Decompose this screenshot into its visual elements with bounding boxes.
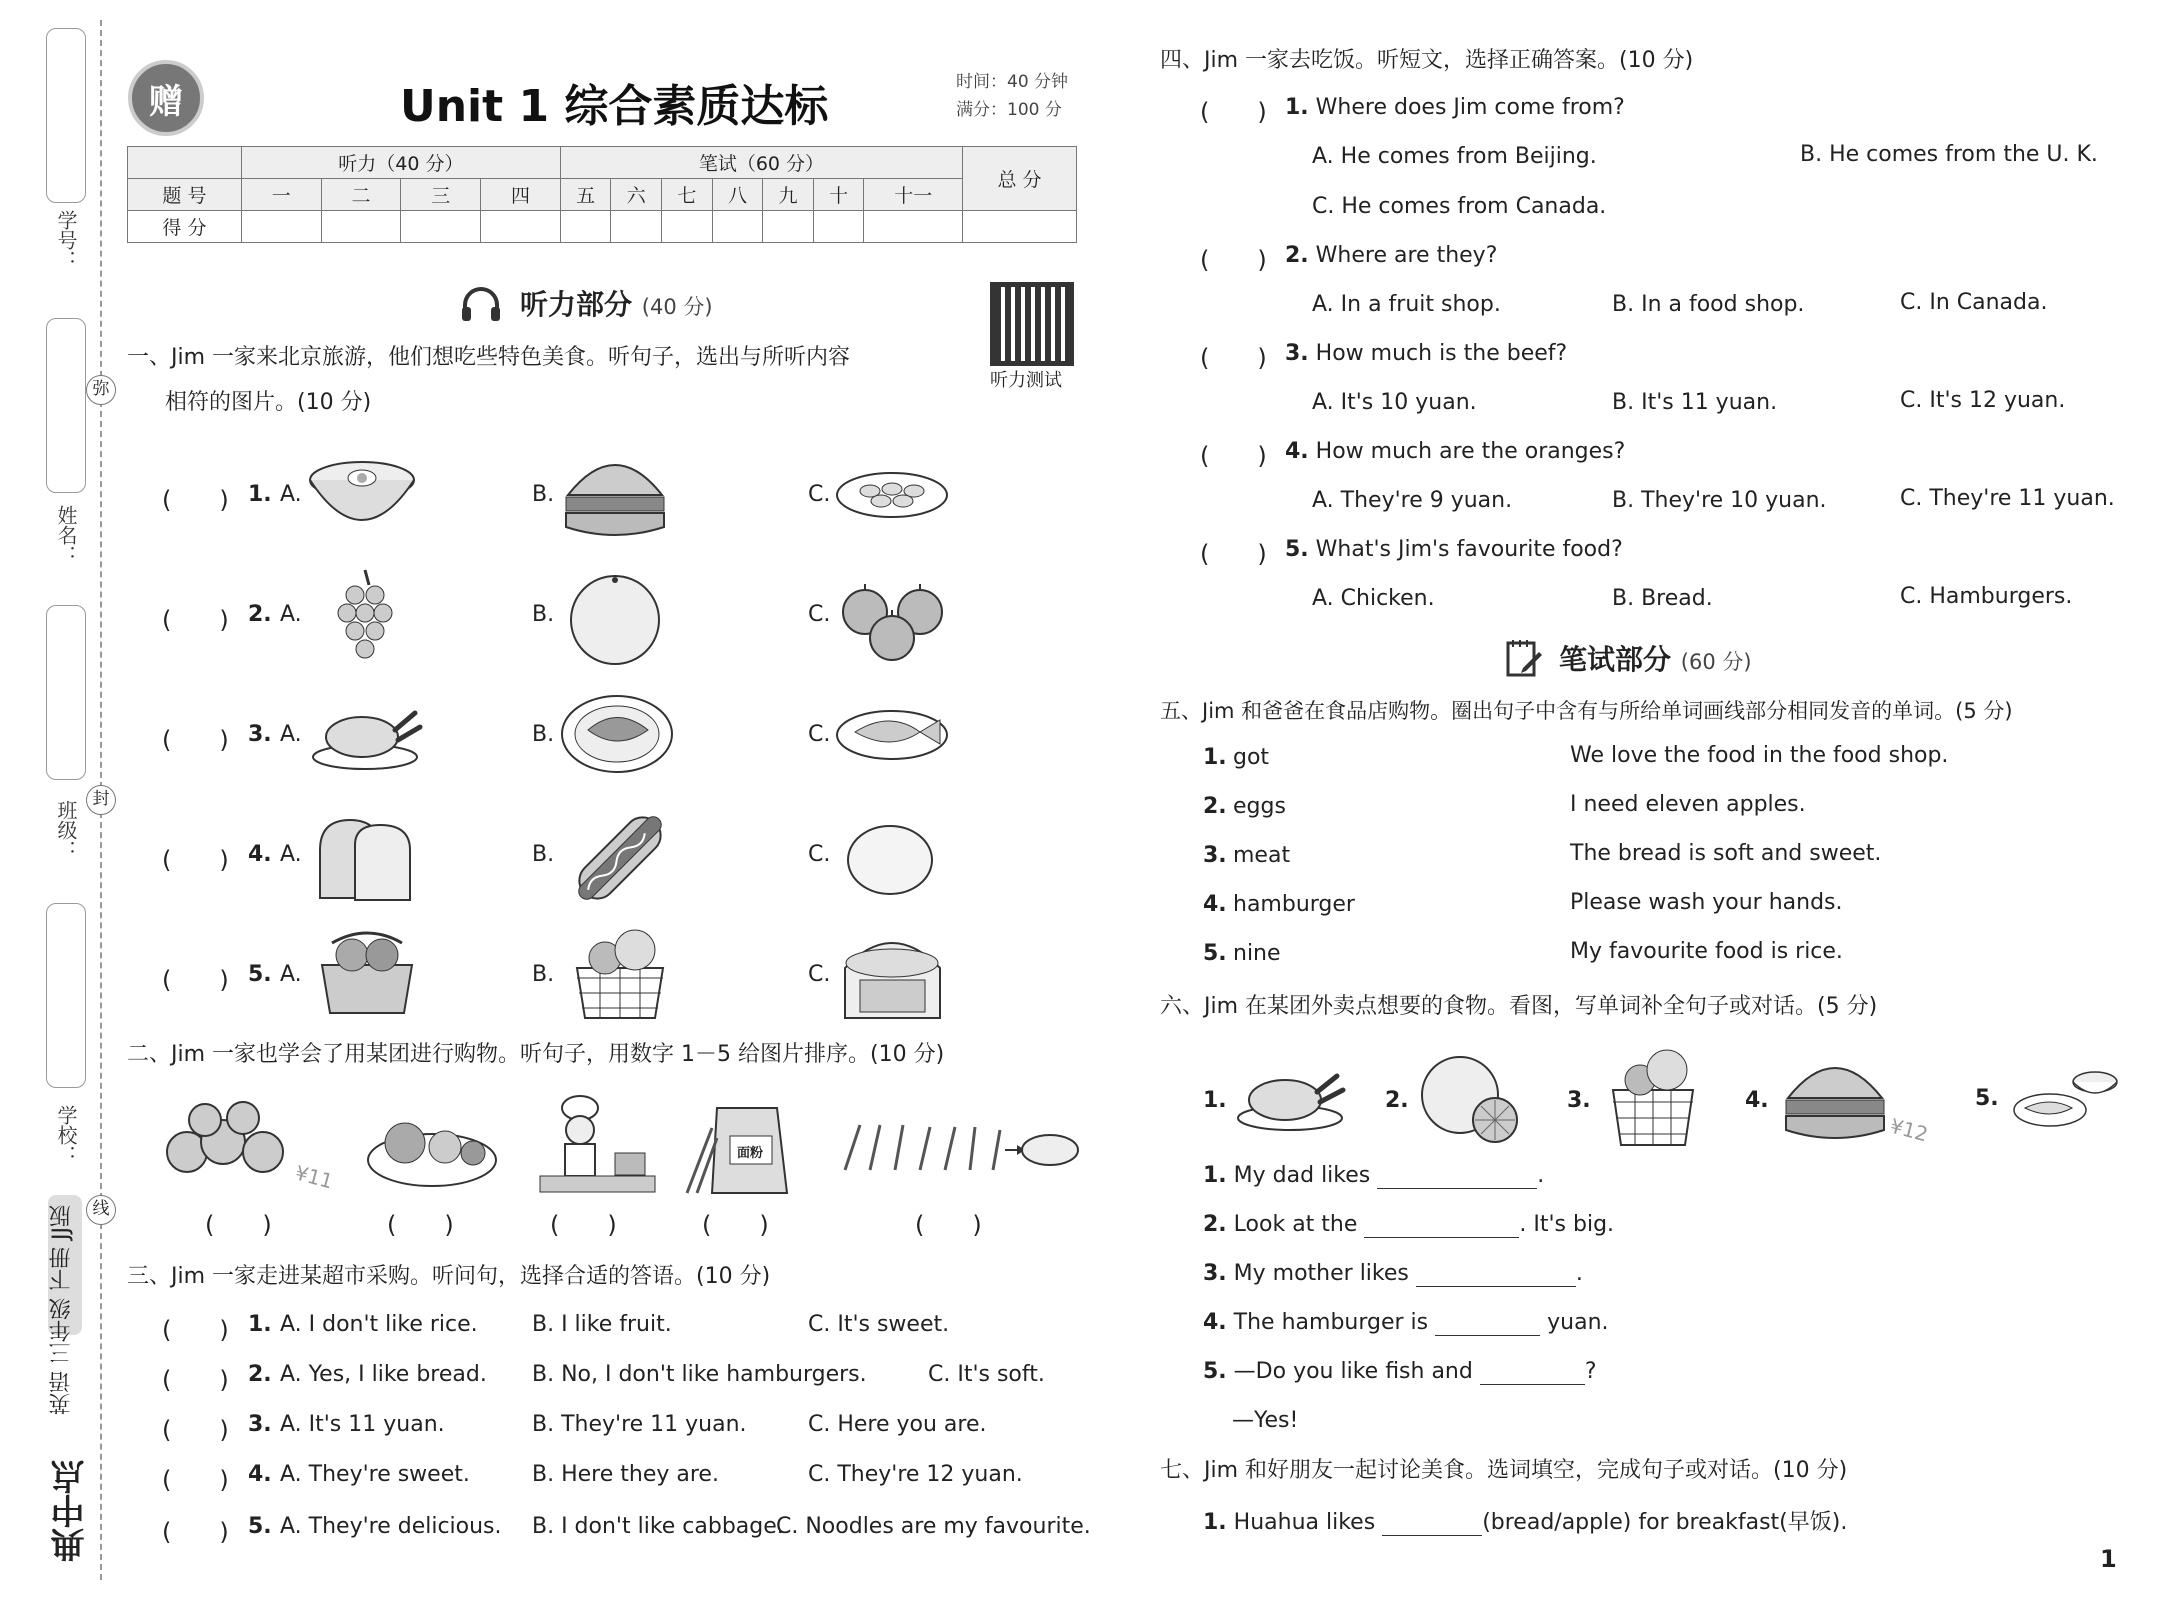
grapes-icon[interactable] [325, 565, 405, 670]
section-3-instruction: 三、Jim 一家走进某超市采购。听问句，选择合适的答语。(10 分) [127, 1264, 771, 1289]
line-end: . [1537, 1163, 1545, 1188]
price-tag: ¥12 [1887, 1113, 1931, 1147]
name-box[interactable] [46, 318, 86, 493]
score-cell[interactable] [763, 211, 814, 243]
school-label: 学校： [54, 1105, 78, 1165]
noodle-bowl-icon[interactable] [305, 450, 420, 545]
total-header: 总 分 [963, 147, 1077, 211]
page-number: 1 [2100, 1545, 2117, 1573]
orange-icon[interactable] [565, 568, 665, 668]
item-number: 4. [1203, 892, 1227, 917]
question-text [1285, 95, 1625, 120]
bread-loaf-icon[interactable] [310, 810, 420, 905]
item-number: 2. [1285, 243, 1309, 268]
option-a: A. [280, 842, 302, 867]
answer-bracket[interactable]: ( ) [162, 486, 229, 514]
col-header: 一 [241, 179, 321, 211]
line-end: . [1575, 1261, 1583, 1286]
answer-bracket[interactable]: ( ) [162, 1316, 229, 1344]
item-number: 4. [248, 842, 272, 867]
option-c: C. It's 12 yuan. [1900, 388, 2066, 413]
score-cell[interactable] [481, 211, 561, 243]
orange-halves-icon [1415, 1050, 1525, 1145]
order-bracket[interactable]: ( ) [205, 1211, 272, 1239]
option-a: A. [280, 722, 302, 747]
col-header: 十一 [864, 179, 963, 211]
option-b: B. They're 10 yuan. [1612, 488, 1827, 513]
answer-bracket[interactable]: ( ) [162, 1518, 229, 1546]
question-stem: Where does Jim come from? [1315, 95, 1625, 120]
answer-bracket[interactable]: ( ) [162, 606, 229, 634]
option-c: C. Noodles are my favourite. [776, 1514, 1091, 1539]
item-number: 2. [1203, 794, 1227, 819]
score-cell[interactable] [712, 211, 763, 243]
chef-icon[interactable] [535, 1088, 660, 1198]
fill-line [1203, 1505, 1847, 1536]
line-end: yuan. [1547, 1310, 1609, 1335]
score-cell[interactable] [241, 211, 321, 243]
vegetable-basket-icon [1605, 1040, 1700, 1150]
question-stem: What's Jim's favourite food? [1315, 537, 1623, 562]
brand-logo: 典中点 [51, 1460, 91, 1562]
listening-score: (40 分) [641, 295, 713, 319]
line-text: The hamburger is [1233, 1310, 1429, 1335]
section-4-instruction: 四、Jim 一家去吃饭。听短文，选择正确答案。(10 分) [1160, 48, 1694, 73]
option-c: C. [808, 842, 831, 867]
order-bracket[interactable]: ( ) [915, 1211, 982, 1239]
given-word: nine [1233, 941, 1281, 966]
class-label: 班级： [54, 800, 78, 860]
option-a: A. [280, 482, 302, 507]
headphones-icon [460, 285, 502, 321]
answer-bracket[interactable]: ( ) [1200, 98, 1267, 126]
item-number: 1. [1285, 95, 1309, 120]
answer-blank[interactable] [1377, 1163, 1537, 1189]
option-a: A. [280, 962, 302, 987]
pic-number: 1. [1203, 1088, 1227, 1113]
item-number: 5. [1285, 537, 1309, 562]
col-header: 三 [401, 179, 481, 211]
col-header: 十 [813, 179, 864, 211]
name-label: 姓名： [54, 505, 78, 565]
option-b: B. They're 11 yuan. [532, 1412, 747, 1437]
fish-and-rice-icon [2010, 1060, 2120, 1135]
score-cell[interactable] [611, 211, 662, 243]
option-a: A. It's 11 yuan. [280, 1412, 445, 1437]
answer-blank[interactable] [1382, 1510, 1482, 1536]
gift-badge: 赠 [128, 60, 204, 136]
question-text [1285, 439, 1625, 464]
section-1-instruction: 一、Jim 一家来北京旅游，他们想吃些特色美食。听句子，选出与所听内容 [127, 345, 851, 370]
seal-mark-mi: 弥 [86, 375, 116, 405]
option-b: B. [532, 722, 555, 747]
sentence[interactable]: I need eleven apples. [1570, 792, 1806, 817]
question-stem: How much is the beef? [1315, 341, 1568, 366]
option-a: A. In a fruit shop. [1312, 292, 1501, 317]
answer-bracket[interactable]: ( ) [162, 726, 229, 754]
option-b: B. [532, 602, 555, 627]
student-id-box[interactable] [46, 28, 86, 203]
row-label-number: 题 号 [128, 179, 242, 211]
option-c: C. Hamburgers. [1900, 584, 2073, 609]
option-a: A. Chicken. [1312, 586, 1435, 611]
item-number: 4. [248, 1462, 272, 1487]
item-number: 5. [248, 962, 272, 987]
fill-line [1203, 1261, 1583, 1287]
section-7-instruction: 七、Jim 和好朋友一起讨论美食。选词填空，完成句子或对话。(10 分) [1160, 1458, 1848, 1483]
wheat-to-bread-icon[interactable] [835, 1115, 1080, 1175]
fruit-box-icon[interactable] [312, 925, 422, 1020]
item-number: 1. [1203, 1163, 1227, 1188]
sentence[interactable]: Please wash your hands. [1570, 890, 1843, 915]
sentence[interactable]: My favourite food is rice. [1570, 939, 1843, 964]
item-number: 2. [1203, 1212, 1227, 1237]
roast-chicken-icon [1235, 1060, 1350, 1135]
line-end: (bread/apple) for breakfast(早饭). [1482, 1510, 1848, 1535]
fish-plate-icon[interactable] [835, 700, 950, 765]
answer-blank[interactable] [1416, 1261, 1576, 1287]
exam-meta [956, 68, 1068, 124]
fill-line [1203, 1359, 1597, 1385]
col-header: 六 [611, 179, 662, 211]
writing-score: (60 分) [1680, 650, 1752, 674]
item-number: 1. [1203, 1510, 1227, 1535]
question-text [1285, 537, 1623, 562]
answer-bracket[interactable]: ( ) [162, 966, 229, 994]
write-header: 笔试（60 分） [560, 147, 962, 179]
answer-bracket[interactable]: ( ) [162, 846, 229, 874]
item-number: 1. [248, 1312, 272, 1337]
line-text: Look at the [1233, 1212, 1358, 1237]
order-bracket[interactable]: ( ) [387, 1211, 454, 1239]
listen-header: 听力（40 分） [241, 147, 560, 179]
option-b: B. [532, 842, 555, 867]
notepad-pencil-icon [1505, 638, 1543, 676]
answer-bracket[interactable]: ( ) [162, 1366, 229, 1394]
option-c: C. They're 12 yuan. [808, 1462, 1023, 1487]
score-cell[interactable] [963, 211, 1077, 243]
score-cell[interactable] [401, 211, 481, 243]
item-number: 4. [1285, 439, 1309, 464]
line-text: —Do you like fish and [1233, 1359, 1473, 1384]
option-c: C. He comes from Canada. [1312, 194, 1607, 219]
section-6-instruction: 六、Jim 在某团外卖点想要的食物。看图，写单词补全句子或对话。(5 分) [1160, 994, 1878, 1019]
hot-dog-icon[interactable] [565, 808, 675, 908]
option-b: B. Here they are. [532, 1462, 719, 1487]
option-a: A. [280, 602, 302, 627]
item-number: 2. [248, 1362, 272, 1387]
item-number: 1. [1203, 745, 1227, 770]
option-c: C. Here you are. [808, 1412, 987, 1437]
option-b: B. [532, 482, 555, 507]
option-b: B. He comes from the U. K. [1800, 142, 2098, 167]
option-c: C. [808, 722, 831, 747]
item-number: 1. [248, 482, 272, 507]
pic-number: 2. [1385, 1088, 1409, 1113]
school-box[interactable] [46, 903, 86, 1088]
option-a: A. They're 9 yuan. [1312, 488, 1513, 513]
option-c: C. They're 11 yuan. [1900, 486, 2115, 511]
sentence[interactable]: The bread is soft and sweet. [1570, 841, 1882, 866]
sentence[interactable]: We love the food in the food shop. [1570, 743, 1949, 768]
fill-line [1203, 1212, 1614, 1238]
line-text: Huahua likes [1233, 1510, 1376, 1535]
answer-bracket[interactable]: ( ) [1200, 540, 1267, 568]
full-score: 满分：100 分 [956, 100, 1062, 120]
line-end: ? [1584, 1359, 1597, 1384]
fill-line [1203, 1310, 1609, 1336]
item-number: 3. [1285, 341, 1309, 366]
page-title: Unit 1 综合素质达标 [400, 81, 829, 132]
answer-blank[interactable] [1435, 1310, 1540, 1336]
option-b: B. Bread. [1612, 586, 1713, 611]
class-box[interactable] [46, 605, 86, 780]
question-stem: Where are they? [1315, 243, 1498, 268]
col-header: 二 [321, 179, 401, 211]
section-5-instruction: 五、Jim 和爸爸在食品店购物。圈出句子中含有与所给单词画线部分相同发音的单词。(5 分) [1160, 699, 2013, 723]
question-stem: How much are the oranges? [1315, 439, 1626, 464]
col-header: 四 [481, 179, 561, 211]
hamburger-icon[interactable] [560, 445, 670, 545]
score-cell[interactable] [560, 211, 611, 243]
option-b: B. No, I don't like hamburgers. [532, 1362, 867, 1387]
option-b: B. I like fruit. [532, 1312, 672, 1337]
option-b: B. It's 11 yuan. [1612, 390, 1778, 415]
item-number: 5. [1203, 941, 1227, 966]
item-number: 4. [1203, 1310, 1227, 1335]
option-a: A. He comes from Beijing. [1312, 144, 1597, 169]
item-number: 5. [248, 1514, 272, 1539]
given-word: meat [1233, 843, 1291, 868]
qr-label: 听力测试 [990, 370, 1062, 391]
given-word: eggs [1233, 794, 1286, 819]
option-a: A. Yes, I like bread. [280, 1362, 487, 1387]
row-label-score: 得 分 [128, 211, 242, 243]
answer-bracket[interactable]: ( ) [1200, 344, 1267, 372]
pic-number: 4. [1745, 1088, 1769, 1113]
option-c: C. In Canada. [1900, 290, 2048, 315]
col-header: 五 [560, 179, 611, 211]
score-cell[interactable] [321, 211, 401, 243]
given-word: got [1233, 745, 1270, 770]
hamburger-icon [1780, 1048, 1890, 1148]
option-c: C. [808, 602, 831, 627]
line-text: My mother likes [1233, 1261, 1409, 1286]
flour-sack-icon[interactable] [835, 918, 950, 1026]
dumplings-plate-icon[interactable] [835, 465, 950, 525]
score-table [127, 146, 1077, 243]
writing-title-text: 笔试部分 [1559, 643, 1672, 676]
option-c: C. [808, 482, 831, 507]
vegetables-plate-icon[interactable] [365, 1105, 500, 1190]
qr-code[interactable] [990, 282, 1074, 366]
option-a: A. I don't like rice. [280, 1312, 478, 1337]
listening-title-text: 听力部分 [520, 288, 633, 321]
item-number: 3. [1203, 843, 1227, 868]
listening-title [460, 283, 713, 323]
col-header: 九 [763, 179, 814, 211]
score-cell[interactable] [813, 211, 864, 243]
seal-mark-feng: 封 [86, 785, 116, 815]
answer-bracket[interactable]: ( ) [1200, 442, 1267, 470]
writing-title [1505, 638, 1752, 678]
given-word: hamburger [1233, 892, 1355, 917]
price-tag: ¥11 [292, 1160, 336, 1194]
item-number: 3. [248, 1412, 272, 1437]
answer-bracket[interactable]: ( ) [162, 1466, 229, 1494]
section-1-instruction-2: 相符的图片。(10 分) [165, 390, 372, 415]
pic-number: 5. [1975, 1086, 1999, 1111]
flour-label: 面粉 [737, 1146, 764, 1161]
answer-bracket[interactable]: ( ) [1200, 246, 1267, 274]
score-cell[interactable] [864, 211, 963, 243]
question-text [1285, 243, 1497, 268]
series-label: 英语 三年级 下册 JJ版 [49, 1205, 74, 1415]
vegetable-basket-icon[interactable] [565, 918, 675, 1026]
fill-line [1203, 1163, 1544, 1189]
option-c: C. [808, 962, 831, 987]
option-a: A. It's 10 yuan. [1312, 390, 1477, 415]
item-number: 3. [248, 722, 272, 747]
option-a: A. They're sweet. [280, 1462, 470, 1487]
section-2-instruction: 二、Jim 一家也学会了用某团进行购物。听句子，用数字 1－5 给图片排序。(10 分) [127, 1042, 945, 1067]
item-number: 3. [1203, 1261, 1227, 1286]
apples-icon[interactable] [835, 580, 950, 665]
col-header: 七 [662, 179, 713, 211]
option-b: B. [532, 962, 555, 987]
seal-mark-xian: 线 [86, 1195, 116, 1225]
option-c: C. It's sweet. [808, 1312, 950, 1337]
item-number: 5. [1203, 1359, 1227, 1384]
dialog-reply: —Yes! [1232, 1408, 1299, 1433]
question-text [1285, 341, 1567, 366]
order-bracket[interactable]: ( ) [550, 1211, 617, 1239]
line-end: . It's big. [1519, 1212, 1615, 1237]
roast-chicken-icon[interactable] [310, 695, 425, 775]
beef-plate-icon[interactable] [560, 690, 675, 775]
order-bracket[interactable]: ( ) [702, 1211, 769, 1239]
score-cell[interactable] [662, 211, 713, 243]
egg-icon[interactable] [845, 822, 935, 897]
option-b: B. In a food shop. [1612, 292, 1805, 317]
line-text: My dad likes [1233, 1163, 1371, 1188]
apples-pile-icon[interactable] [165, 1100, 295, 1185]
option-b: B. I don't like cabbage. [532, 1514, 784, 1539]
student-id-label: 学号： [54, 210, 78, 270]
pic-number: 3. [1567, 1088, 1591, 1113]
answer-blank[interactable] [1364, 1212, 1519, 1238]
col-header: 八 [712, 179, 763, 211]
option-a: A. They're delicious. [280, 1514, 502, 1539]
time-limit: 时间：40 分钟 [956, 72, 1069, 92]
option-c: C. It's soft. [928, 1362, 1045, 1387]
answer-blank[interactable] [1480, 1359, 1585, 1385]
item-number: 2. [248, 602, 272, 627]
answer-bracket[interactable]: ( ) [162, 1416, 229, 1444]
